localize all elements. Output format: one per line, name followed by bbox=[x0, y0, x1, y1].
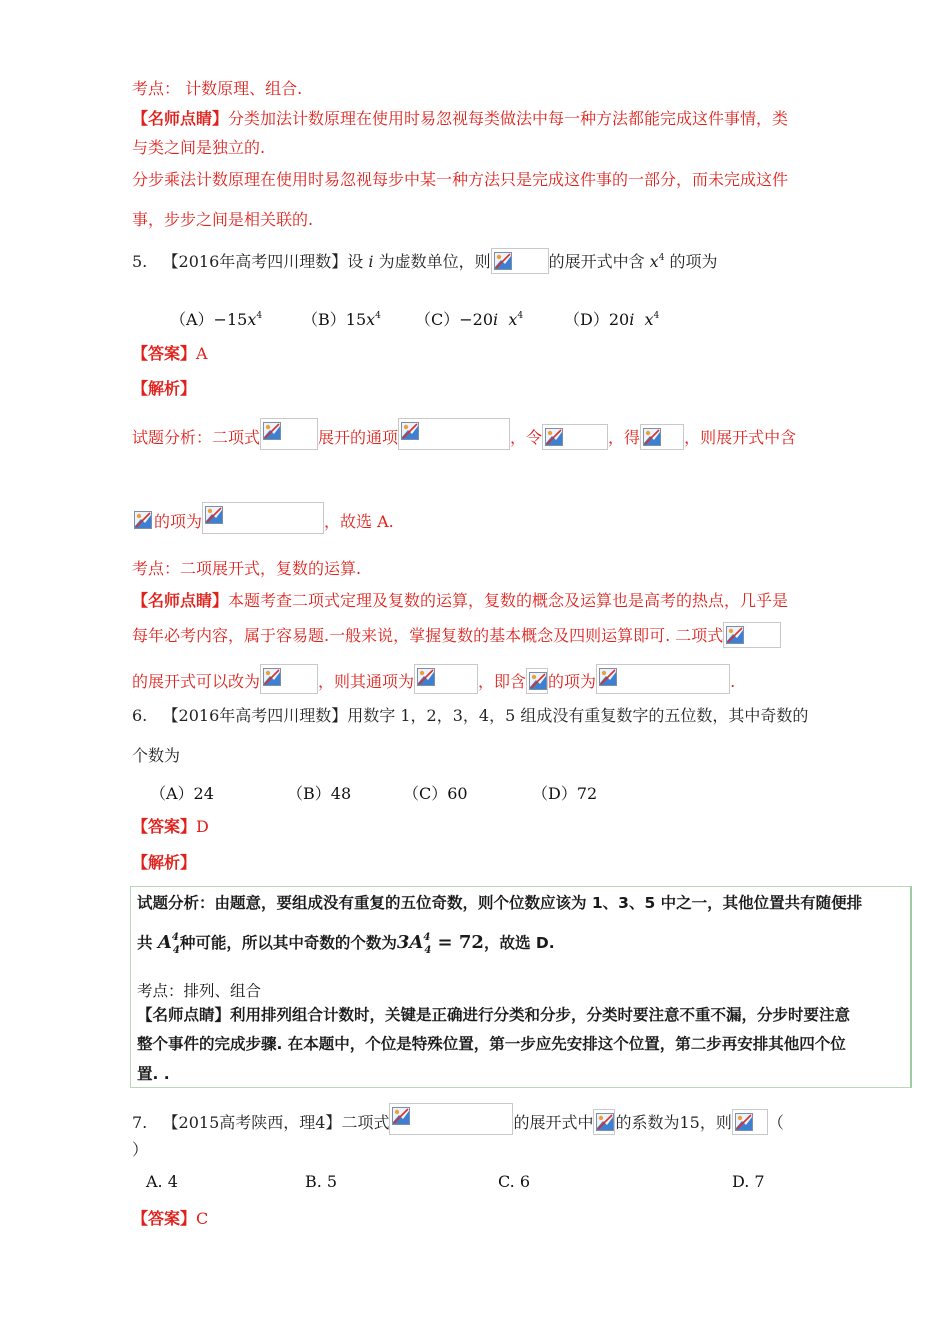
q5-stem-c: 的展开式中含 bbox=[548, 252, 650, 271]
box-math-2: $3A^4_4 = 72$ bbox=[396, 932, 484, 956]
q5-kaodian: 考点：二项展开式，复数的运算. bbox=[132, 559, 362, 578]
formula-image-icon bbox=[260, 664, 318, 694]
q5-source: 【2016年高考四川理数】 bbox=[162, 252, 348, 271]
q5-analysis-1: 试题分析：二项式 展开的通项 ，令 ，得 ，则展开式中含 bbox=[132, 418, 796, 450]
formula-image-icon bbox=[389, 1103, 513, 1135]
q5-answer: 【答案】A bbox=[132, 344, 208, 363]
q5-stem-i: i bbox=[368, 252, 374, 271]
q5-analysis-2: 的项为 ，故选 A. bbox=[132, 502, 394, 534]
q6-jiexi: 【解析】 bbox=[132, 853, 197, 872]
q7-option-a: A. 4 bbox=[146, 1172, 178, 1191]
q5-option-d: （D）20i $x^4$ bbox=[564, 310, 660, 329]
q5-stem-a: 设 bbox=[347, 252, 369, 271]
q5-stem-exp: 4 bbox=[658, 253, 665, 263]
q5-option-a: $(A)-15x^4$ bbox=[170, 310, 263, 329]
formula-image-icon bbox=[202, 502, 324, 534]
box-line-3: 考点：排列、组合 bbox=[137, 982, 262, 1000]
q7-stem: 7. 【2015高考陕西，理4】二项式 的展开式中 的系数为15，则 （ bbox=[132, 1103, 784, 1135]
formula-image-icon bbox=[593, 1109, 615, 1135]
q7-option-d: D. 7 bbox=[732, 1172, 765, 1191]
box-line-1: 试题分析：由题意，要组成没有重复的五位奇数，则个位数应该为 1、3、5 中之一，其他位置共有随便排 bbox=[137, 894, 863, 912]
formula-image-icon bbox=[260, 418, 318, 450]
q5-stem-x: x bbox=[649, 252, 659, 271]
q5-stem-d: 的项为 bbox=[664, 252, 718, 271]
mingshi-line-4: 事，步步之间是相关联的. bbox=[132, 210, 314, 229]
q5-jiexi: 【解析】 bbox=[132, 379, 197, 398]
mingshi-line-2: 与类之间是独立的. bbox=[132, 138, 266, 157]
formula-image-icon bbox=[596, 664, 730, 694]
q6-option-a: （A）24 bbox=[150, 784, 214, 803]
formula-image-icon bbox=[398, 418, 510, 450]
formula-image-icon bbox=[491, 248, 549, 274]
q5-stem-b: 为虚数单位，则 bbox=[373, 252, 491, 271]
formula-image-icon bbox=[732, 1109, 768, 1135]
q7-option-c: C. 6 bbox=[498, 1172, 531, 1191]
q6-analysis-image bbox=[130, 886, 912, 1088]
q6-option-b: （B）48 bbox=[287, 784, 352, 803]
box-math-1: $A^4_4$ bbox=[157, 932, 180, 956]
box-line-4: 【名师点睛】利用排列组合计数时，关键是正确进行分类和分步，分类时要注意不重不漏，分步时要注意 bbox=[137, 1006, 851, 1024]
box-line-5: 整个事件的完成步骤. 在本题中，个位是特殊位置，第一步应先安排这个位置，第二步再安排其他四个位 bbox=[137, 1035, 846, 1053]
formula-image-icon bbox=[414, 664, 478, 694]
q5-number: 5. bbox=[132, 252, 148, 271]
q5-mingshi-1: 【名师点睛】本题考查二项式定理及复数的运算，复数的概念及运算也是高考的热点，几乎是 bbox=[132, 591, 789, 610]
formula-image-icon bbox=[723, 622, 781, 648]
q6-answer: 【答案】D bbox=[132, 817, 209, 836]
q5-mingshi-3: 的展开式可以改为 ，则其通项为 ，即含 的项为 . bbox=[132, 664, 735, 694]
mingshi-tag: 【名师点睛】 bbox=[132, 109, 229, 128]
q5-mingshi-2: 每年必考内容，属于容易题.一般来说，掌握复数的基本概念及四则运算即可. 二项式 bbox=[132, 622, 781, 648]
q6-option-d: （D）72 bbox=[532, 784, 598, 803]
q7-option-b: B. 5 bbox=[305, 1172, 338, 1191]
q6-stem-2: 个数为 bbox=[132, 746, 181, 765]
mingshi-text-1: 分类加法计数原理在使用时易忽视每类做法中每一种方法都能完成这件事情，类 bbox=[228, 109, 789, 128]
q5-stem bbox=[132, 248, 718, 274]
q5-option-b: $(B)15x^4$ bbox=[302, 310, 381, 329]
formula-image-icon bbox=[526, 668, 548, 694]
box-line-6: 置. . bbox=[137, 1065, 170, 1083]
q7-answer: 【答案】C bbox=[132, 1209, 209, 1228]
q7-stem-close: ） bbox=[132, 1140, 149, 1159]
formula-image-icon bbox=[132, 508, 154, 534]
mingshi-line-3: 分步乘法计数原理在使用时易忽视每步中某一种方法只是完成这件事的一部分，而未完成这件 bbox=[132, 170, 789, 189]
q5-option-c: （C）−20i $x^4$ bbox=[415, 310, 524, 329]
q6-stem-1: 6. 【2016年高考四川理数】用数字 1，2，3，4，5 组成没有重复数字的五位数，其中奇数的 bbox=[132, 706, 809, 725]
kaodian-line: 考点： 计数原理、组合. bbox=[132, 79, 303, 98]
formula-image-icon bbox=[542, 424, 608, 450]
q6-option-c: （C）60 bbox=[403, 784, 468, 803]
formula-image-icon bbox=[640, 424, 684, 450]
box-line-2: 共 $A^4_4$种可能，所以其中奇数的个数为$3A^4_4 = 72$，故选 D. bbox=[137, 932, 555, 956]
mingshi-line-1 bbox=[132, 108, 788, 130]
